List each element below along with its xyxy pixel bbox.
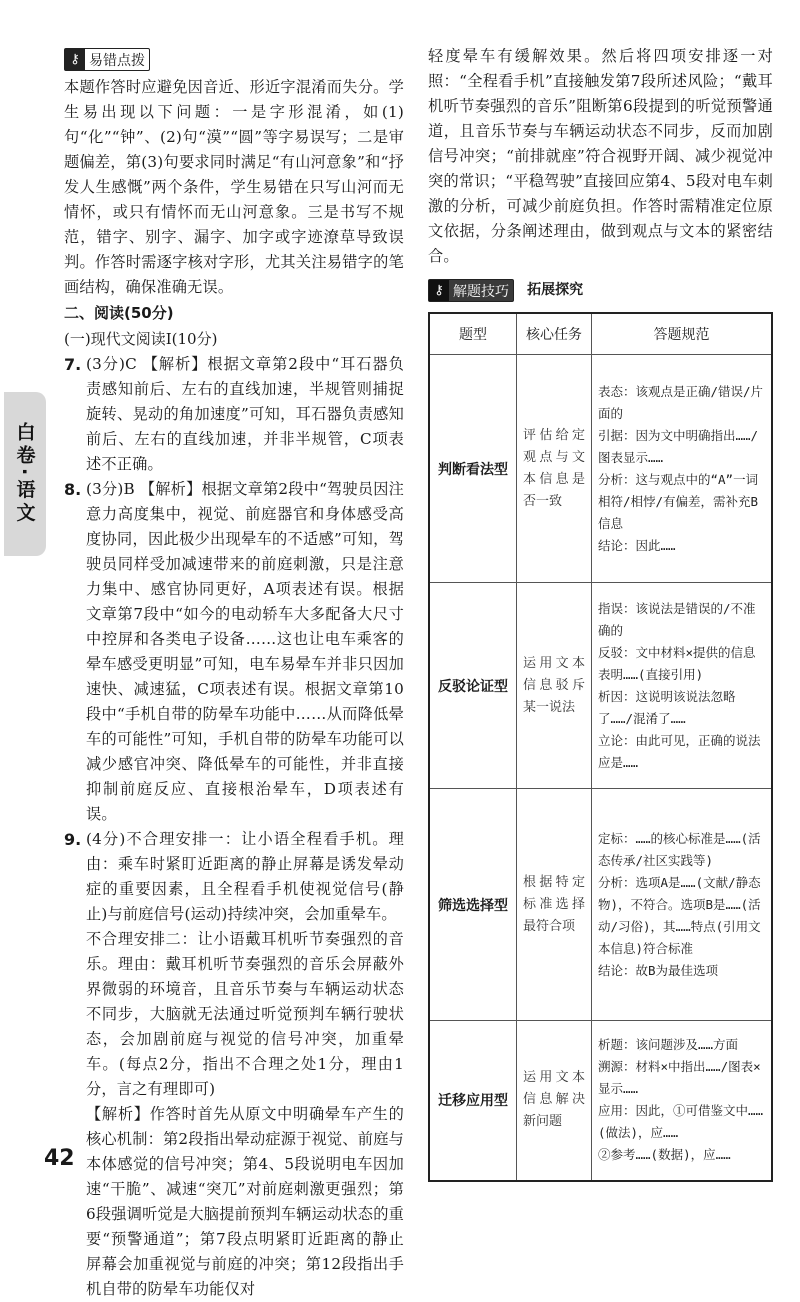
question-number: 8. <box>64 480 82 499</box>
right-column <box>428 44 773 1182</box>
question-item <box>64 477 404 827</box>
row-norms <box>592 583 773 789</box>
answer-spec-table <box>428 312 773 1182</box>
table-row <box>429 1021 772 1181</box>
row-task: 运用文本信息驳斥某一说法 <box>517 583 592 789</box>
error-tips-paragraph: 本题作答时应避免因音近、形近字混淆而失分。学生易出现以下问题：一是字形混淆，如(1)句“化”“钟”、(2)句“漠”“圆”等字易误写；二是审题偏差，第(3)句要求同时满足“有山河意象”和“抒发人生感慨”两个条件，学生易错在只写山河而无情怀，或只有情怀而无山河意象。三是书写不规范，错字、别字、漏字、加字或字迹潦草导致误判。作答时需逐字核对字形，尤其关注易错字的笔画结构，确保准确无误。 <box>64 78 404 296</box>
question-answer: (4分)不合理安排一：让小语全程看手机。理由：乘车时紧盯近距离的静止屏幕是诱发晕动症的重要因素，且全程看手机使视觉信号(静止)与前庭信号(运动)持续冲突，会加重晕车。 <box>86 830 404 923</box>
subject-side-tab <box>4 392 46 556</box>
row-task: 评估给定观点与文本信息是否一致 <box>517 355 592 583</box>
question-continuation: 不合理安排二：让小语戴耳机听节奏强烈的音乐。理由：戴耳机听节奏强烈的音乐会屏蔽外界微弱的环境音，且音乐节奏与车辆运动状态不同步，大脑就无法通过听觉预判车辆行驶状态，会加剧前庭与视觉的信号冲突，加重晕车。(每点2分，指出不合理之处1分，理由1分，言之有理即可) <box>86 930 404 1098</box>
key-icon: ⚷ <box>65 49 85 70</box>
row-task: 根据特定标准选择最符合项 <box>517 789 592 1021</box>
norm-line: 结论：故B为最佳选项 <box>598 962 719 978</box>
tips-header <box>428 275 773 306</box>
page-number: 42 <box>44 1146 75 1171</box>
row-task: 运用文本信息解决新问题 <box>517 1021 592 1181</box>
norm-line: 指误：该说法是错误的/不准确的 <box>598 600 756 638</box>
norm-line: 析题：该问题涉及……方面 <box>598 1037 739 1053</box>
row-norms <box>592 789 773 1021</box>
side-tab-label: 白卷·语文 <box>13 422 36 526</box>
norm-line: 分析：选项A是……(文献/静态物)，不符合。选项B是……(活动/习俗)，其……特点(引用文本信息)符合标准 <box>598 874 761 956</box>
norm-line: 立论：由此可见，正确的说法应是…… <box>598 732 761 770</box>
norm-line: 应用：因此，①可借鉴文中……(做法)，应…… <box>598 1103 764 1141</box>
question-item <box>64 352 404 477</box>
norm-line: 溯源：材料×中指出……/图表×显示…… <box>598 1059 761 1097</box>
norm-line: 结论：因此…… <box>598 537 676 553</box>
solution-tips-title: 解题技巧 <box>453 283 509 300</box>
key-icon: ⚷ <box>429 280 449 301</box>
table-row <box>429 789 772 1021</box>
norm-line: 定标：……的核心标准是……(活态传承/社区实践等) <box>598 830 761 868</box>
row-type: 迁移应用型 <box>429 1021 517 1181</box>
left-column <box>64 44 404 1302</box>
error-tips-title: 易错点拨 <box>89 52 145 69</box>
section-heading: 二、阅读(50分) <box>64 304 174 322</box>
header-type: 题型 <box>429 313 517 355</box>
row-type: 判断看法型 <box>429 355 517 583</box>
table-row <box>429 583 772 789</box>
norm-line: 反驳：文中材料×提供的信息表明……(直接引用) <box>598 644 756 682</box>
norm-line: 引据：因为文中明确指出……/图表显示…… <box>598 427 759 465</box>
table-row <box>429 355 772 583</box>
table-header-row <box>429 313 772 355</box>
subsection-heading: (一)现代文阅读Ⅰ(10分) <box>64 330 218 348</box>
analysis-paragraph: 【解析】作答时首先从原文中明确晕车产生的核心机制：第2段指出晕动症源于视觉、前庭与本体感觉的信号冲突；第4、5段说明电车因加速“干脆”、减速“突兀”对前庭刺激更强烈；第6段强调听觉是大脑提前预判车辆运动状态的重要“预警通道”；第7段点明紧盯近距离的静止屏幕会加重视觉与前庭的冲突；第12段指出手机自带的防晕车功能仅对 <box>86 1105 404 1298</box>
norm-line: 析因：这说明该说法忽略了……/混淆了…… <box>598 688 736 726</box>
question-number: 9. <box>64 830 82 849</box>
norm-line: 表态：该观点是正确/错误/片面的 <box>598 383 764 421</box>
row-type: 反驳论证型 <box>429 583 517 789</box>
question-item <box>64 827 404 927</box>
extension-label: 拓展探究 <box>527 282 584 298</box>
row-norms <box>592 1021 773 1181</box>
row-type: 筛选选择型 <box>429 789 517 1021</box>
question-answer: (3分)B 【解析】根据文章第2段中“驾驶员因注意力高度集中，视觉、前庭器官和身体感受高度协同，因此极少出现晕车的不适感”可知，驾驶员同样受加减速带来的前庭刺激，只是注意力集中、感官协同更好，A项表述有误。根据文章第7段中“如今的电动轿车大多配备大尺寸中控屏和各类电子设备……这也让电车乘客的晕车感受更明显”可知，电车易晕车并非只因加速快、减速猛，C项表述有误。根据文章第10段中“手机自带的防晕车功能中……从而降低晕车的可能性”可知，手机自带的防晕车功能可以减少感官冲突、降低晕车的可能性，并非直接抑制前庭反应、直接根治晕车，D项表述有误。 <box>86 480 404 823</box>
header-norm: 答题规范 <box>592 313 773 355</box>
analysis-continuation: 轻度晕车有缓解效果。然后将四项安排逐一对照：“全程看手机”直接触发第7段所述风险；“戴耳机听节奏强烈的音乐”阻断第6段提到的听觉预警通道，且音乐节奏与车辆运动状态不同步，反而加剧信号冲突；“前排就座”符合视野开阔、减少视觉冲突的常识；“平稳驾驶”直接回应第4、5段对电车刺激的分析，可减少前庭负担。作答时需精准定位原文依据，分条阐述理由，做到观点与文本的紧密结合。 <box>428 47 773 265</box>
question-answer: (3分)C 【解析】根据文章第2段中“耳石器负责感知前后、左右的直线加速，半规管则捕捉旋转、晃动的角加速度”可知，耳石器负责感知前后、左右的直线加速，并非半规管，C项表述不正确。 <box>86 355 404 473</box>
solution-tips-badge <box>428 279 514 302</box>
row-norms <box>592 355 773 583</box>
error-tips-badge <box>64 48 150 71</box>
norm-line: 分析：这与观点中的“A”一词相符/相悖/有偏差，需补充B信息 <box>598 471 759 531</box>
norm-line: ②参考……(数据)，应…… <box>598 1147 731 1163</box>
question-number: 7. <box>64 355 82 374</box>
header-task: 核心任务 <box>517 313 592 355</box>
